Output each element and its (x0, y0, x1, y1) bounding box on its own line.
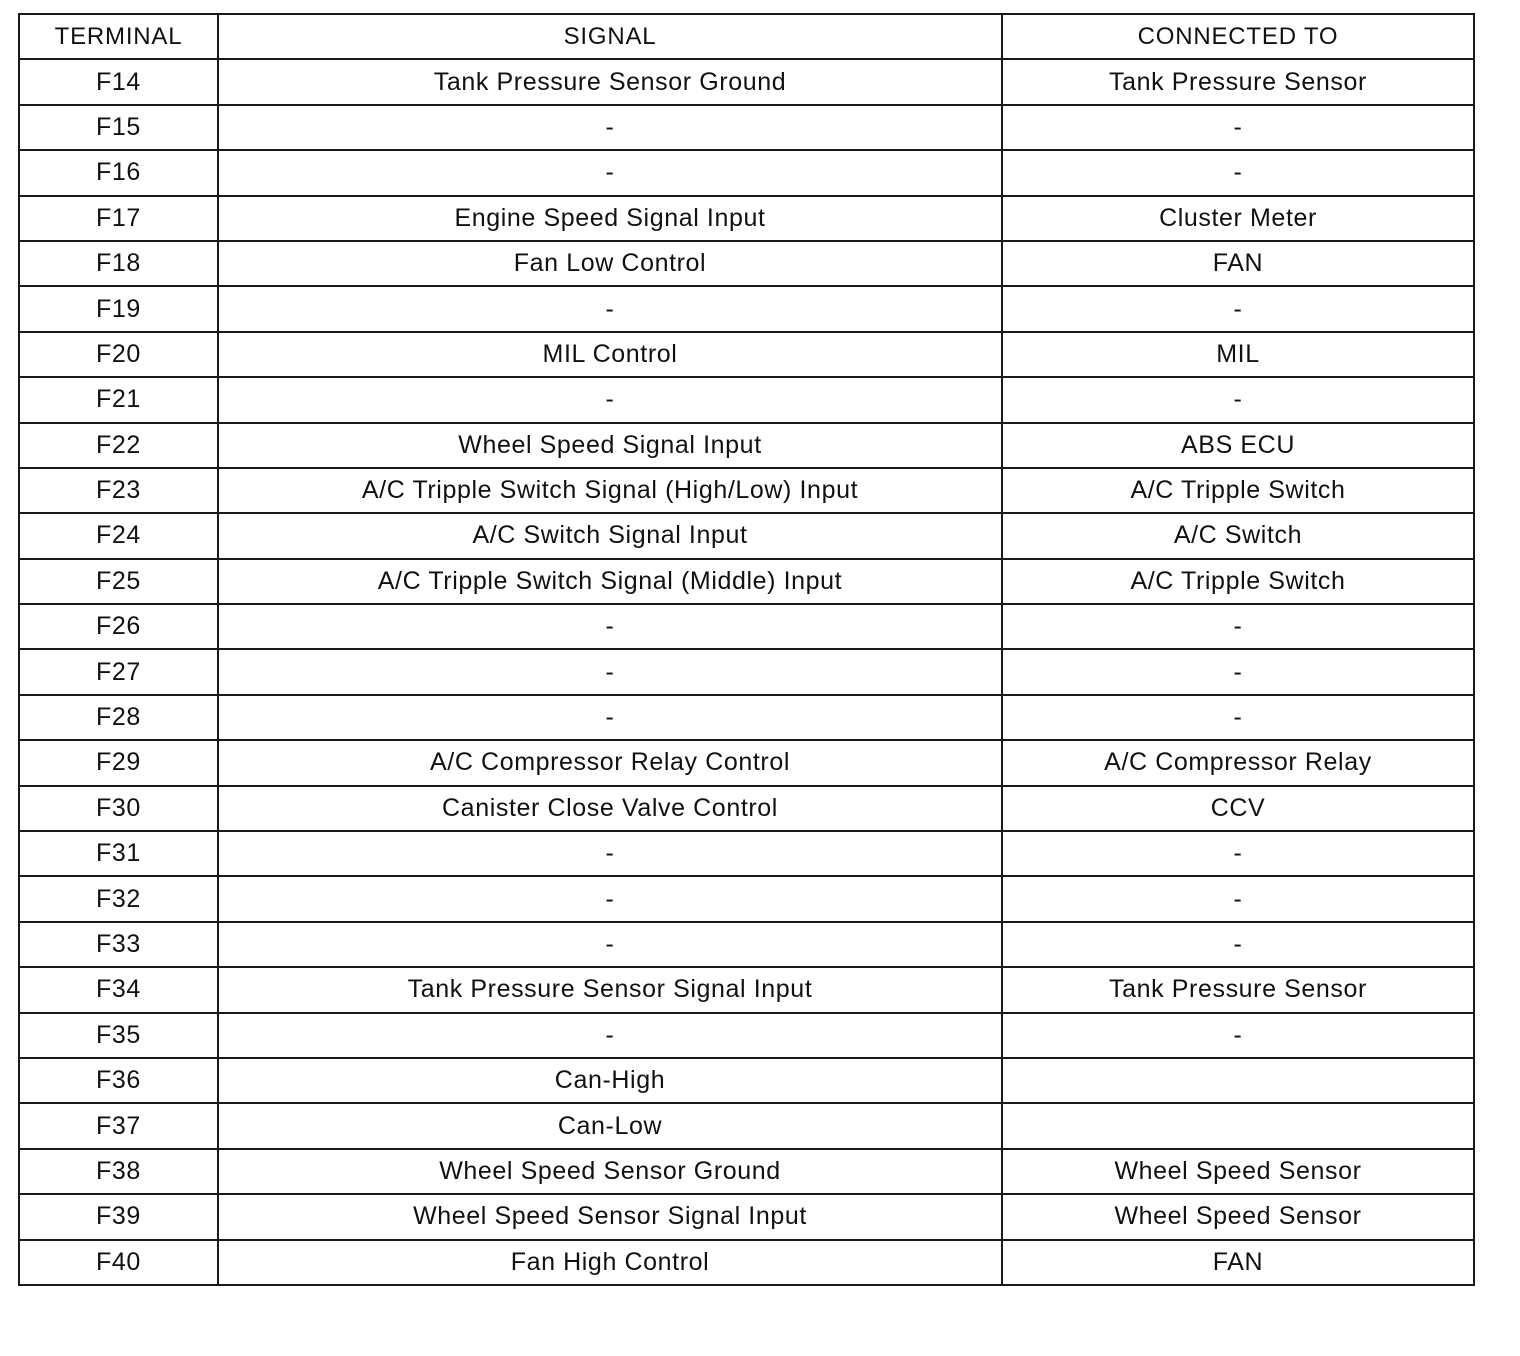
header-terminal: TERMINAL (19, 14, 218, 59)
terminal-cell: F21 (19, 377, 218, 422)
connected-to-cell: Wheel Speed Sensor (1002, 1194, 1474, 1239)
connected-to-cell: FAN (1002, 241, 1474, 286)
connected-to-cell: - (1002, 1013, 1474, 1058)
connected-to-cell: Tank Pressure Sensor (1002, 59, 1474, 104)
terminal-cell: F14 (19, 59, 218, 104)
signal-cell: Engine Speed Signal Input (218, 196, 1002, 241)
table-row (19, 559, 1474, 604)
connected-to-cell: - (1002, 150, 1474, 195)
terminal-cell: F30 (19, 786, 218, 831)
signal-cell: Can-High (218, 1058, 1002, 1103)
terminal-cell: F23 (19, 468, 218, 513)
signal-cell: - (218, 377, 1002, 422)
connected-to-cell: - (1002, 649, 1474, 694)
table-row (19, 377, 1474, 422)
connected-to-cell: Wheel Speed Sensor (1002, 1149, 1474, 1194)
connected-to-cell: - (1002, 831, 1474, 876)
connected-to-cell: - (1002, 604, 1474, 649)
signal-cell: - (218, 695, 1002, 740)
terminal-cell: F26 (19, 604, 218, 649)
signal-cell: - (218, 922, 1002, 967)
table-row (19, 604, 1474, 649)
terminal-cell: F33 (19, 922, 218, 967)
signal-cell: Wheel Speed Sensor Signal Input (218, 1194, 1002, 1239)
table-row (19, 241, 1474, 286)
signal-cell: - (218, 286, 1002, 331)
terminal-cell: F25 (19, 559, 218, 604)
connected-to-cell: - (1002, 105, 1474, 150)
terminal-cell: F27 (19, 649, 218, 694)
connected-to-cell (1002, 1103, 1474, 1148)
connected-to-cell: ABS ECU (1002, 423, 1474, 468)
terminal-cell: F17 (19, 196, 218, 241)
signal-cell: - (218, 831, 1002, 876)
connected-to-cell: A/C Tripple Switch (1002, 559, 1474, 604)
table-row (19, 967, 1474, 1012)
terminal-table (18, 13, 1475, 1286)
table-row (19, 468, 1474, 513)
table-row (19, 513, 1474, 558)
terminal-cell: F39 (19, 1194, 218, 1239)
table-row (19, 695, 1474, 740)
table-row (19, 922, 1474, 967)
signal-cell: - (218, 876, 1002, 921)
signal-cell: - (218, 1013, 1002, 1058)
signal-cell: - (218, 604, 1002, 649)
terminal-cell: F18 (19, 241, 218, 286)
terminal-cell: F37 (19, 1103, 218, 1148)
header-signal: SIGNAL (218, 14, 1002, 59)
table-row (19, 1013, 1474, 1058)
signal-cell: A/C Tripple Switch Signal (Middle) Input (218, 559, 1002, 604)
signal-cell: Canister Close Valve Control (218, 786, 1002, 831)
signal-cell: Tank Pressure Sensor Signal Input (218, 967, 1002, 1012)
table-row (19, 831, 1474, 876)
table-row (19, 740, 1474, 785)
table-row (19, 1149, 1474, 1194)
connected-to-cell: - (1002, 695, 1474, 740)
table-row (19, 423, 1474, 468)
table-header-row (19, 14, 1474, 59)
table-row (19, 1103, 1474, 1148)
table-row (19, 286, 1474, 331)
connected-to-cell: FAN (1002, 1240, 1474, 1285)
connected-to-cell: A/C Compressor Relay (1002, 740, 1474, 785)
terminal-cell: F24 (19, 513, 218, 558)
connected-to-cell: CCV (1002, 786, 1474, 831)
terminal-cell: F29 (19, 740, 218, 785)
table-row (19, 332, 1474, 377)
signal-cell: Can-Low (218, 1103, 1002, 1148)
signal-cell: Wheel Speed Signal Input (218, 423, 1002, 468)
signal-cell: MIL Control (218, 332, 1002, 377)
connected-to-cell: Cluster Meter (1002, 196, 1474, 241)
connected-to-cell: - (1002, 922, 1474, 967)
table-row (19, 649, 1474, 694)
terminal-cell: F28 (19, 695, 218, 740)
signal-cell: - (218, 649, 1002, 694)
connected-to-cell: - (1002, 876, 1474, 921)
table-body (19, 59, 1474, 1285)
connected-to-cell: - (1002, 286, 1474, 331)
connected-to-cell: MIL (1002, 332, 1474, 377)
signal-cell: A/C Tripple Switch Signal (High/Low) Input (218, 468, 1002, 513)
connected-to-cell: - (1002, 377, 1474, 422)
table-row (19, 1194, 1474, 1239)
terminal-cell: F38 (19, 1149, 218, 1194)
table-row (19, 59, 1474, 104)
terminal-cell: F20 (19, 332, 218, 377)
terminal-cell: F16 (19, 150, 218, 195)
signal-cell: - (218, 150, 1002, 195)
table-row (19, 105, 1474, 150)
terminal-cell: F15 (19, 105, 218, 150)
signal-cell: Wheel Speed Sensor Ground (218, 1149, 1002, 1194)
header-connected-to: CONNECTED TO (1002, 14, 1474, 59)
table-row (19, 786, 1474, 831)
signal-cell: A/C Compressor Relay Control (218, 740, 1002, 785)
table-row (19, 876, 1474, 921)
table-row (19, 150, 1474, 195)
terminal-cell: F19 (19, 286, 218, 331)
terminal-cell: F22 (19, 423, 218, 468)
terminal-cell: F32 (19, 876, 218, 921)
connected-to-cell (1002, 1058, 1474, 1103)
table-row (19, 1058, 1474, 1103)
signal-cell: Tank Pressure Sensor Ground (218, 59, 1002, 104)
table-row (19, 196, 1474, 241)
table-row (19, 1240, 1474, 1285)
signal-cell: - (218, 105, 1002, 150)
terminal-table-container (18, 13, 1473, 1286)
connected-to-cell: A/C Switch (1002, 513, 1474, 558)
connected-to-cell: A/C Tripple Switch (1002, 468, 1474, 513)
terminal-cell: F36 (19, 1058, 218, 1103)
terminal-cell: F31 (19, 831, 218, 876)
terminal-cell: F34 (19, 967, 218, 1012)
signal-cell: Fan High Control (218, 1240, 1002, 1285)
signal-cell: Fan Low Control (218, 241, 1002, 286)
connected-to-cell: Tank Pressure Sensor (1002, 967, 1474, 1012)
signal-cell: A/C Switch Signal Input (218, 513, 1002, 558)
terminal-cell: F35 (19, 1013, 218, 1058)
terminal-cell: F40 (19, 1240, 218, 1285)
